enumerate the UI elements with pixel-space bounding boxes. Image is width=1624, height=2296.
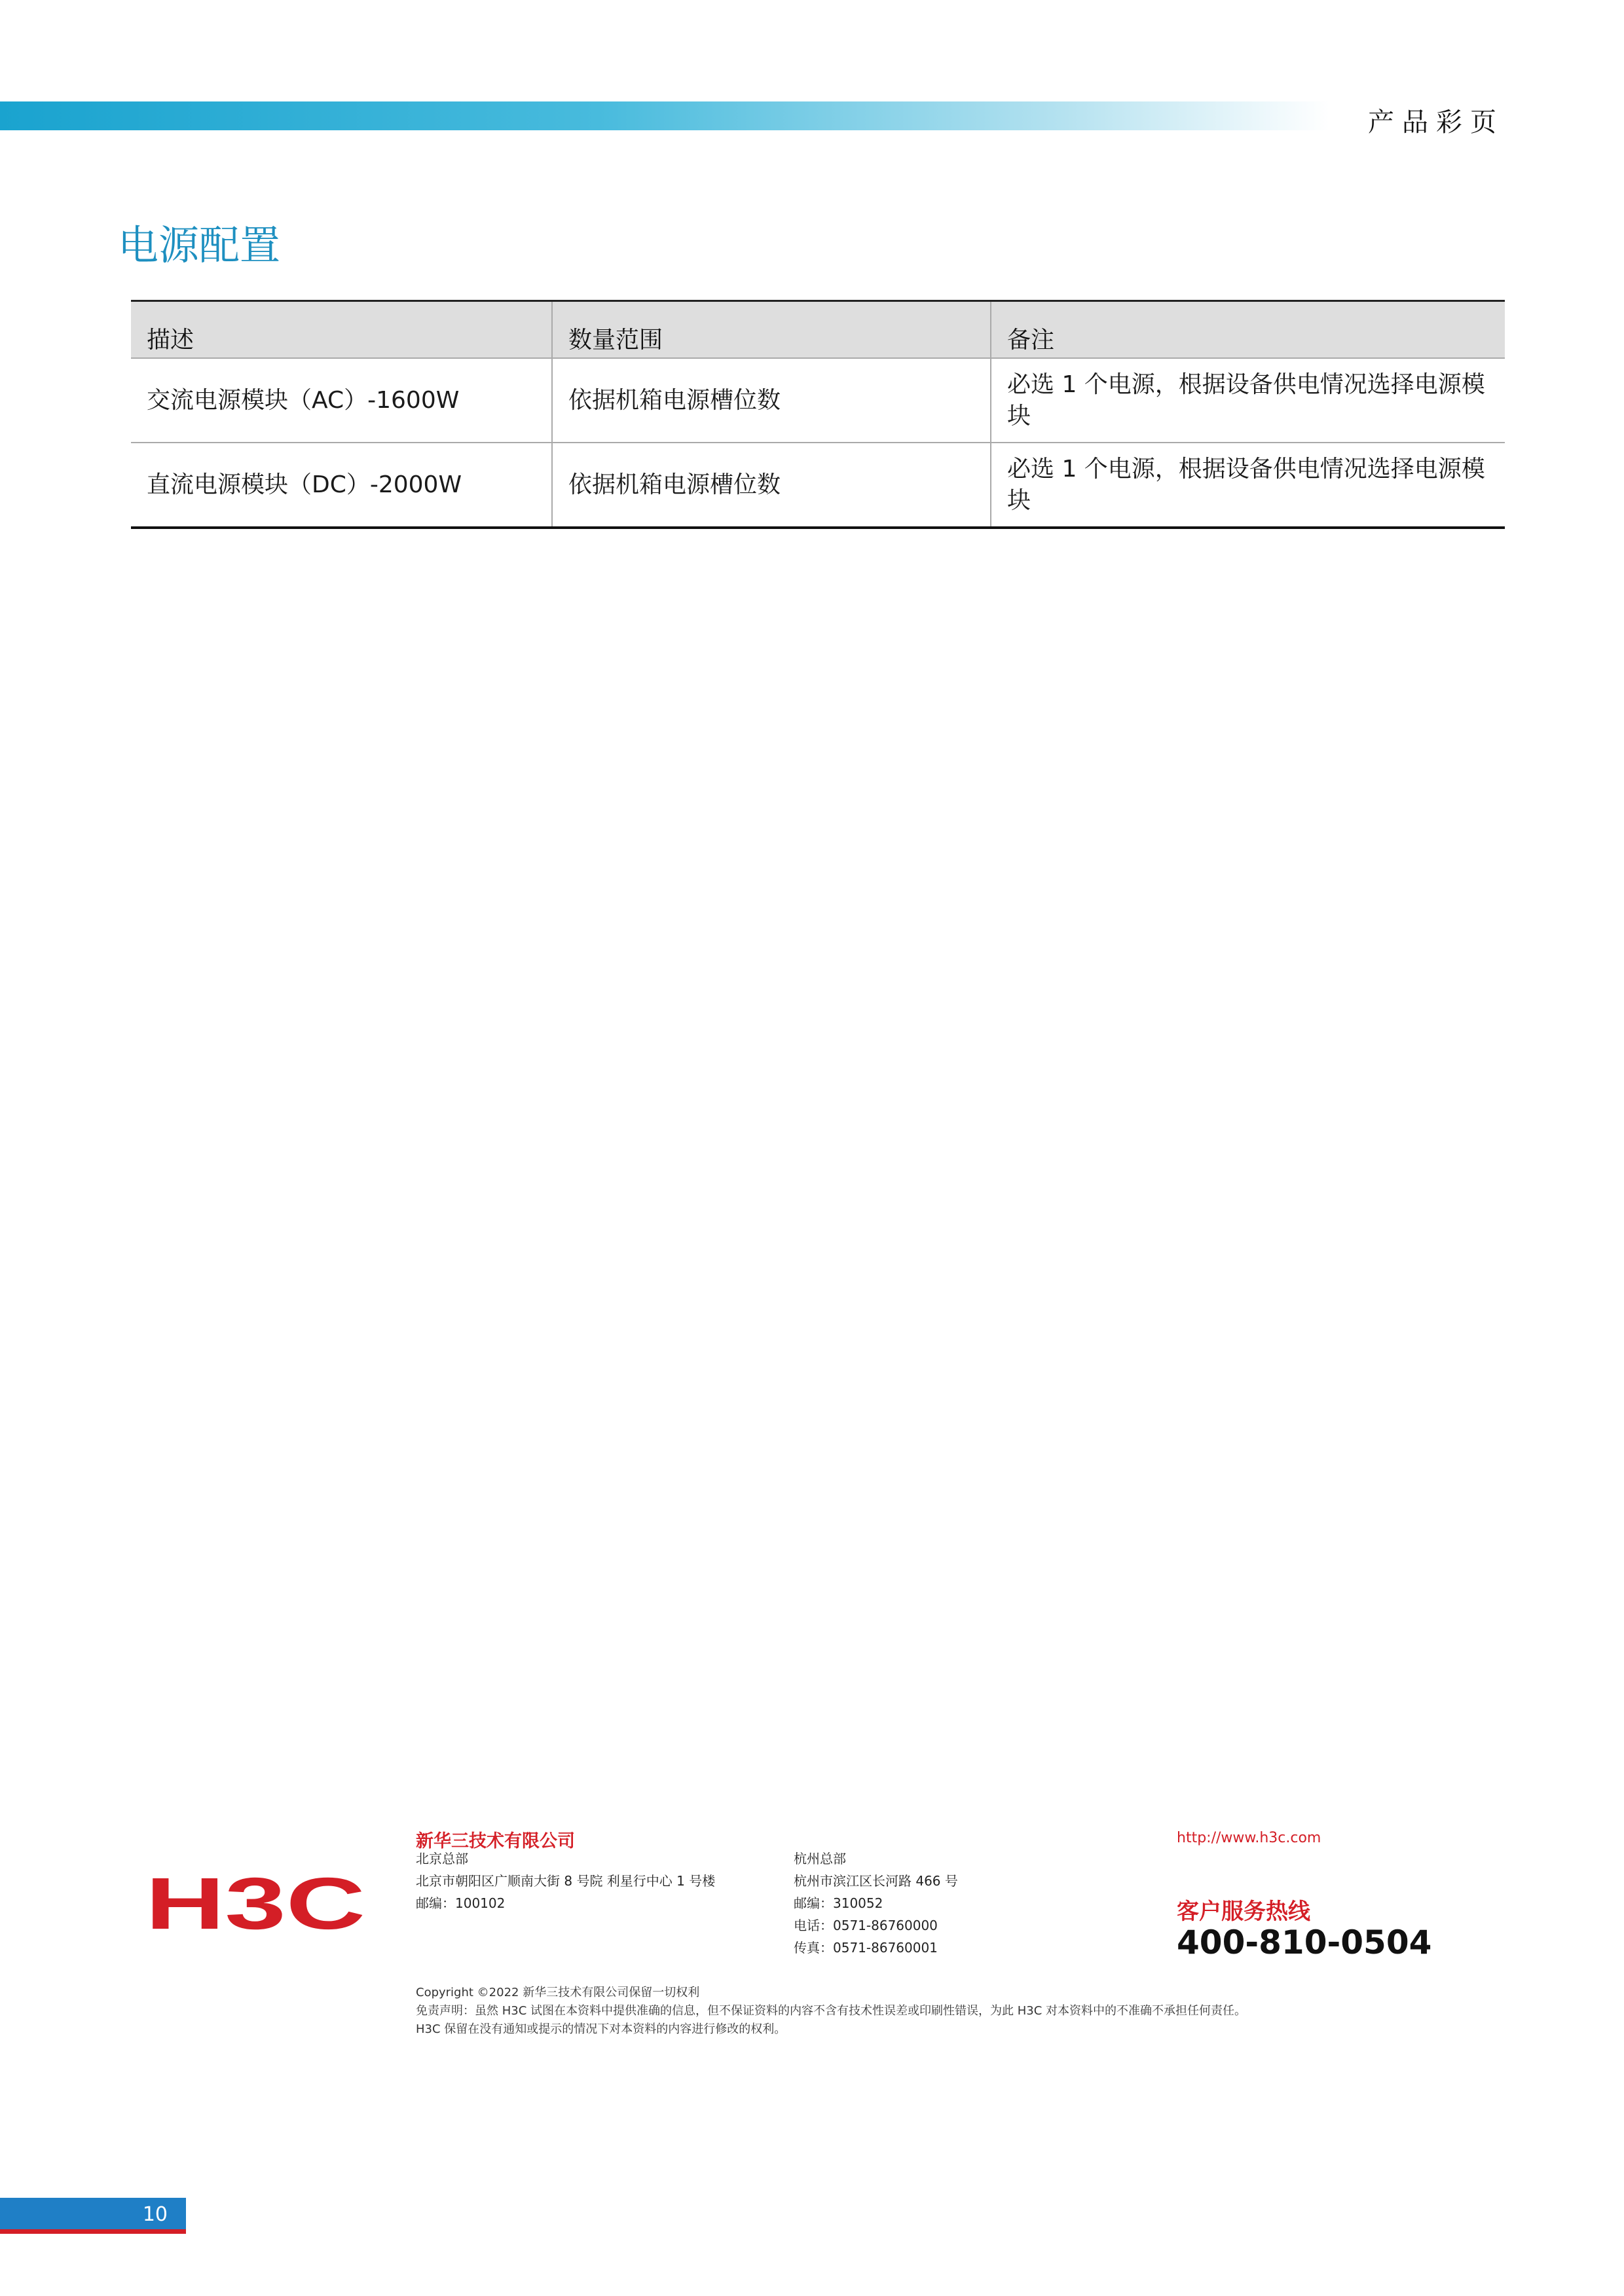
column-header-remarks: 备注 <box>991 301 1505 359</box>
company-name: 新华三技术有限公司 <box>416 1831 575 1851</box>
beijing-hq-address: 北京市朝阳区广顺南大街 8 号院 利星行中心 1 号楼 <box>416 1873 716 1889</box>
hangzhou-hq-address: 杭州市滨江区长河路 466 号 <box>794 1873 958 1889</box>
beijing-hq-postcode: 邮编：100102 <box>416 1895 506 1911</box>
column-header-description: 描述 <box>131 301 552 359</box>
beijing-hq-block <box>416 1848 715 1914</box>
disclaimer-text: H3C 保留在没有通知或提示的情况下对本资料的内容进行修改的权利。 <box>416 2022 786 2036</box>
legal-notice <box>416 1984 1246 2039</box>
table-row <box>131 443 1505 528</box>
hangzhou-hq-title: 杭州总部 <box>794 1851 846 1867</box>
disclaimer-text: 免责声明：虽然 H3C 试图在本资料中提供准确的信息，但不保证资料的内容不含有技术性误差或印刷性错误，为此 H3C 对本资料中的不准确不承担任何责任。 <box>416 2004 1246 2018</box>
column-header-quantity: 数量范围 <box>552 301 991 359</box>
hangzhou-hq-postcode: 邮编：310052 <box>794 1895 883 1911</box>
page-number: 10 <box>0 2198 186 2234</box>
header-gradient-bar <box>0 101 1329 130</box>
table-cell-quantity: 依据机箱电源槽位数 <box>552 443 991 528</box>
beijing-hq-title: 北京总部 <box>416 1851 468 1867</box>
logo-text: H3C <box>145 1871 365 1937</box>
hangzhou-hq-phone: 电话：0571-86760000 <box>794 1918 938 1933</box>
table-cell-description: 交流电源模块（AC）-1600W <box>131 358 552 443</box>
copyright-text: Copyright ©2022 新华三技术有限公司保留一切权利 <box>416 1986 700 1999</box>
hotline-number: 400-810-0504 <box>1177 1923 1432 1961</box>
h3c-logo <box>145 1871 367 1937</box>
section-title: 电源配置 <box>118 221 281 269</box>
website-link[interactable]: http://www.h3c.com <box>1177 1830 1321 1846</box>
table-row <box>131 358 1505 443</box>
table-cell-description: 直流电源模块（DC）-2000W <box>131 443 552 528</box>
table-cell-quantity: 依据机箱电源槽位数 <box>552 358 991 443</box>
table-cell-remarks: 必选 1 个电源，根据设备供电情况选择电源模块 <box>991 358 1505 443</box>
hotline-label: 客户服务热线 <box>1177 1899 1310 1925</box>
hangzhou-hq-block <box>794 1848 958 1959</box>
header-label: 产品彩页 <box>1368 107 1504 137</box>
table-header-row <box>131 301 1505 359</box>
hangzhou-hq-fax: 传真：0571-86760001 <box>794 1940 938 1956</box>
power-config-table <box>131 300 1505 529</box>
table-cell-remarks: 必选 1 个电源，根据设备供电情况选择电源模块 <box>991 443 1505 528</box>
